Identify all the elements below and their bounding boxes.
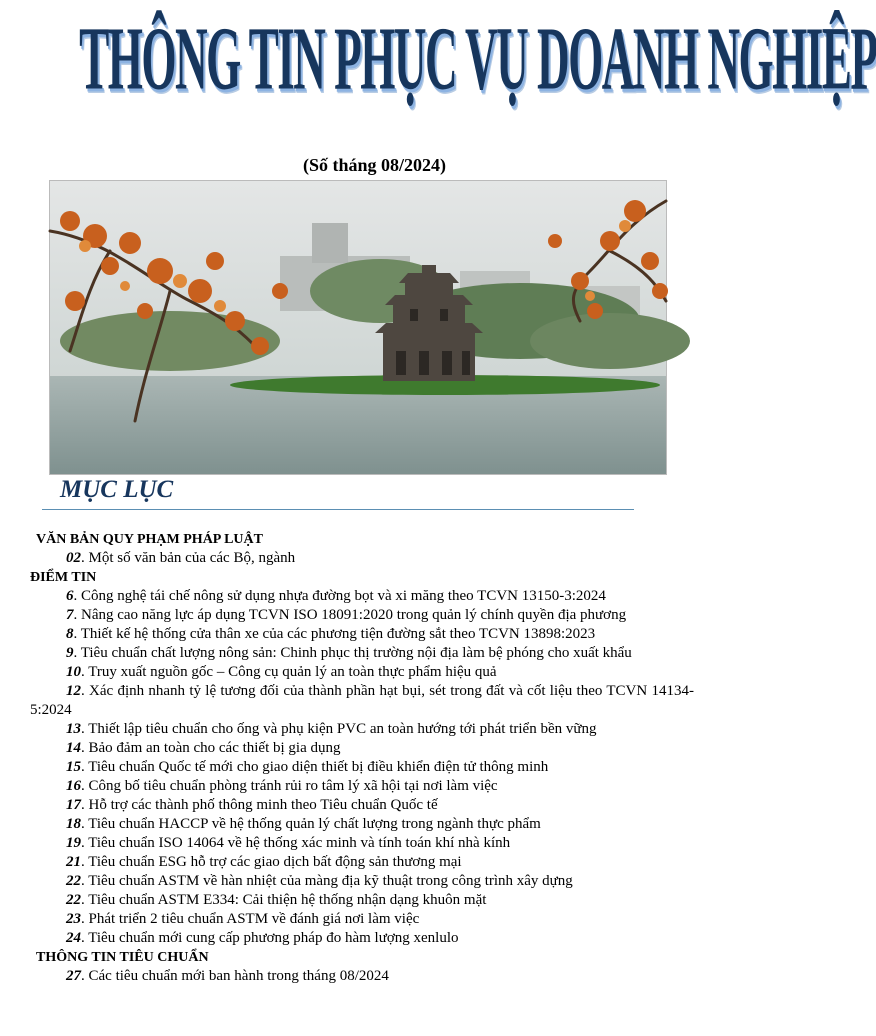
toc-item[interactable]: 15. Tiêu chuẩn Quốc tế mới cho giao diện thiết bị điều khiển điện tử thông minh <box>66 759 549 775</box>
section-title: VĂN BẢN QUY PHẠM PHÁP LUẬT <box>36 532 263 547</box>
section-title: THÔNG TIN TIÊU CHUẨN <box>36 950 209 965</box>
toc-item[interactable]: 23. Phát triển 2 tiêu chuẩn ASTM về đánh giá nơi làm việc <box>66 911 420 927</box>
toc-item[interactable]: 17. Hỗ trợ các thành phố thông minh theo Tiêu chuẩn Quốc tế <box>66 797 438 813</box>
toc-item[interactable]: 7. Nâng cao năng lực áp dụng TCVN ISO 18091:2020 trong quản lý chính quyền địa phương <box>66 607 627 623</box>
toc-item[interactable]: 8. Thiết kế hệ thống cửa thân xe của các phương tiện đường sắt theo TCVN 13898:2023 <box>66 626 596 642</box>
toc-item[interactable]: 14. Bảo đảm an toàn cho các thiết bị gia dụng <box>66 740 341 756</box>
masthead-title: THÔNG TIN PHỤC VỤ DOANH NGHIỆP <box>79 7 876 109</box>
toc-item[interactable]: 02. Một số văn bản của các Bộ, ngành <box>66 550 296 566</box>
toc-item[interactable]: 6. Công nghệ tái chế nông sử dụng nhựa đường bọt và xi măng theo TCVN 13150-3:2024 <box>66 588 606 604</box>
toc-item[interactable]: 27. Các tiêu chuẩn mới ban hành trong tháng 08/2024 <box>66 968 389 984</box>
toc-item[interactable]: 13. Thiết lập tiêu chuẩn cho ống và phụ kiện PVC an toàn hướng tới phát triển bền vững <box>66 721 597 737</box>
toc-item[interactable]: 22. Tiêu chuẩn ASTM về hàn nhiệt của màng địa kỹ thuật trong công trình xây dựng <box>66 873 573 889</box>
toc-item[interactable]: 24. Tiêu chuẩn mới cung cấp phương pháp đo hàm lượng xenlulo <box>66 930 459 946</box>
toc-item[interactable]: 10. Truy xuất nguồn gốc – Công cụ quản lý an toàn thực phẩm hiệu quả <box>66 664 497 680</box>
toc-item[interactable]: 21. Tiêu chuẩn ESG hỗ trợ các giao dịch bất động sản thương mại <box>66 854 462 870</box>
cover-photo <box>49 180 667 475</box>
toc-item[interactable]: 19. Tiêu chuẩn ISO 14064 về hệ thống xác minh và tính toán khí nhà kính <box>66 835 511 851</box>
toc-item[interactable]: 12. Xác định nhanh tỷ lệ tương đối của thành phần hạt bụi, sét trong đất và cốt liệu theo TCVN 14134-5:2024 <box>30 683 694 718</box>
toc-item[interactable]: 9. Tiêu chuẩn chất lượng nông sản: Chinh phục thị trường nội địa làm bệ phóng cho xuất khẩu <box>66 645 632 661</box>
toc-heading: MỤC LỤC <box>60 476 174 503</box>
toc-item[interactable]: 16. Công bố tiêu chuẩn phòng tránh rủi ro tâm lý xã hội tại nơi làm việc <box>66 778 498 794</box>
toc-item[interactable]: 18. Tiêu chuẩn HACCP về hệ thống quản lý chất lượng trong ngành thực phẩm <box>66 816 541 832</box>
section-title: ĐIỂM TIN <box>30 570 97 585</box>
toc-item[interactable]: 22. Tiêu chuẩn ASTM E334: Cải thiện hệ thống nhận dạng khuôn mặt <box>66 892 487 908</box>
masthead <box>0 7 876 109</box>
table-of-contents <box>30 530 694 986</box>
toc-divider <box>42 509 634 510</box>
turtle-tower-illustration <box>50 181 666 474</box>
issue-label: (Số tháng 08/2024) <box>302 155 446 175</box>
